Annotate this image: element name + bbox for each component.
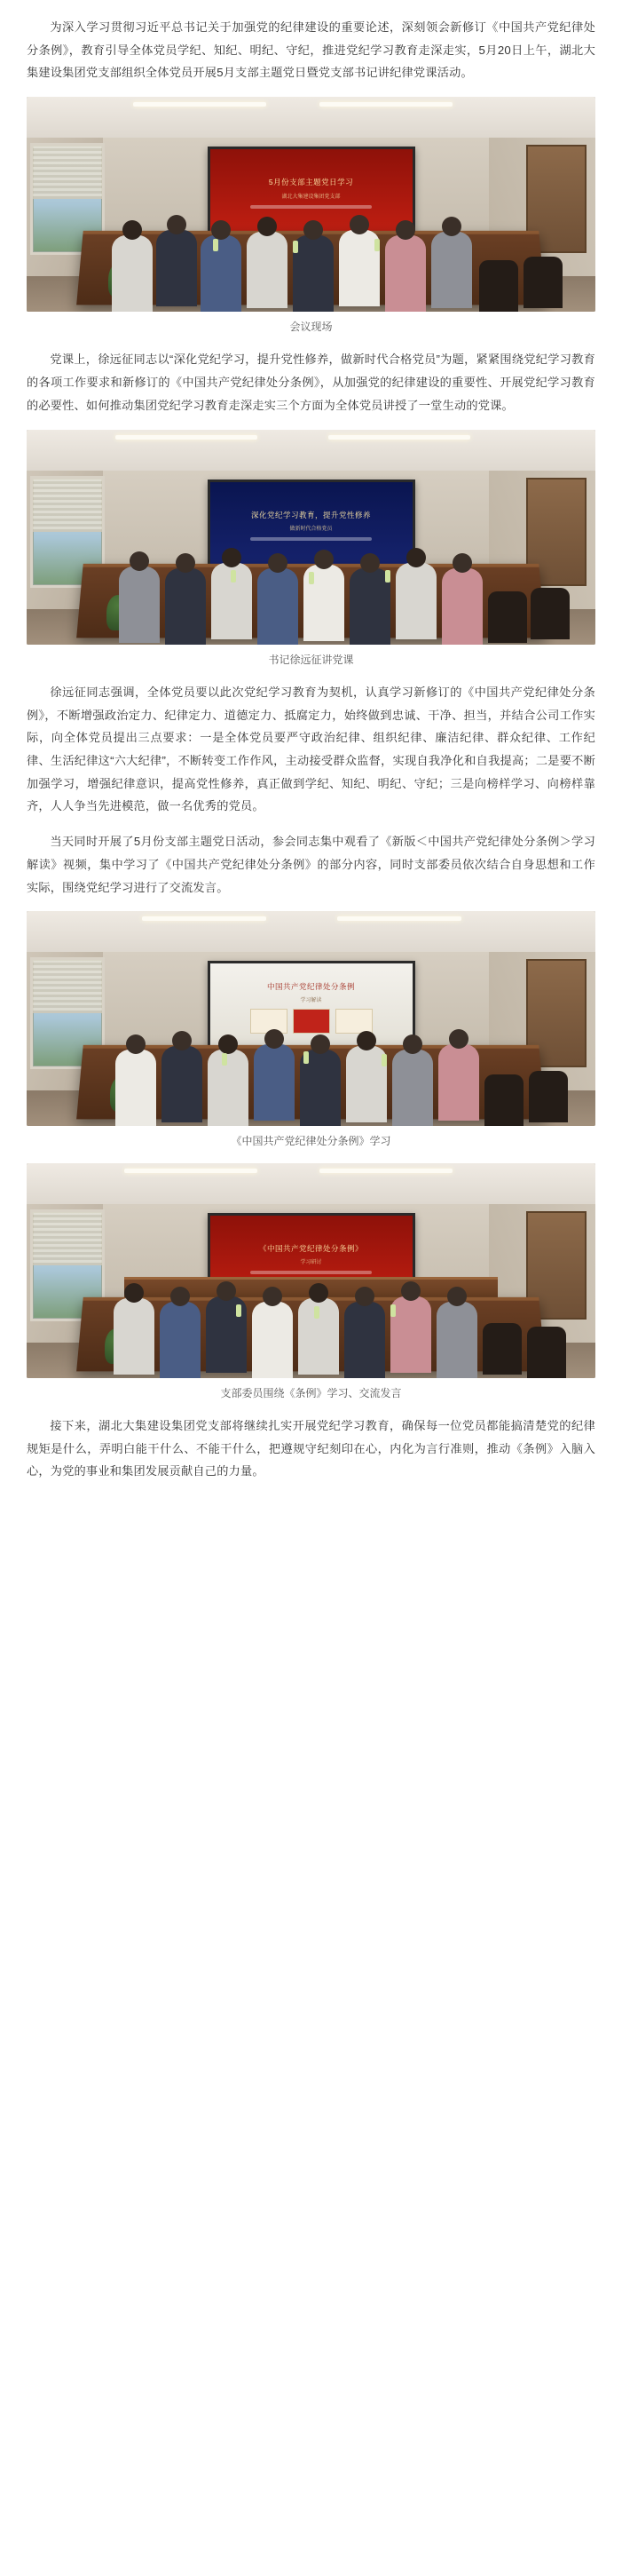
- screen-title: 5月份支部主题党日学习: [268, 178, 354, 187]
- chair: [527, 1327, 566, 1378]
- figure-caption: 支部委员围绕《条例》学习、交流发言: [220, 1386, 402, 1399]
- screen-subtitle: 做新时代合格党员: [289, 527, 333, 533]
- screen-title: 《中国共产党纪律处分条例》: [258, 1243, 363, 1253]
- paragraph-1: 为深入学习贯彻习近平总书记关于加强党的纪律建设的重要论述，深刻领会新修订《中国共产党纪律处分条例》，教育引导全体党员学纪、知纪、明纪、守纪，推进党纪学习教育走深走实，5月20日上午，湖北大集建设集团党支部组织全体党员开展5月支部主题党日暨党支部书记讲纪律党课活动。: [27, 20, 595, 80]
- attendee: [293, 235, 334, 312]
- attendee: [431, 232, 472, 308]
- attendee: [114, 1298, 154, 1375]
- screen-title: 中国共产党纪律处分条例: [266, 981, 355, 991]
- attendee: [161, 1046, 202, 1122]
- attendee: [160, 1302, 201, 1378]
- figure-caption: 书记徐远征讲党课: [268, 653, 354, 666]
- attendee: [392, 1050, 433, 1126]
- attendee: [396, 563, 437, 639]
- attendee: [208, 1050, 248, 1126]
- attendee: [257, 568, 298, 645]
- meeting-photo-1: [27, 97, 595, 312]
- attendee: [201, 235, 241, 312]
- chair: [531, 588, 570, 639]
- ceiling: [27, 911, 595, 953]
- attendee: [254, 1044, 295, 1121]
- figure-1: [27, 97, 595, 336]
- attendee: [247, 232, 287, 308]
- screen-subtitle: 学习解读: [300, 998, 322, 1004]
- figure-4: [27, 1163, 595, 1402]
- paragraph-2: 党课上，徐远征同志以“深化党纪学习，提升党性修养，做新时代合格党员”为题，紧紧围绕党纪学习教育的各项工作要求和新修订的《中国共产党纪律处分条例》，从加强党的纪律建设的重要性、开展党纪学习教育的必要性、如何推动集团党纪学习教育走深走实三个方面为全体党员讲授了一堂生动的党课。: [27, 353, 595, 412]
- attendee: [390, 1296, 431, 1373]
- attendee: [112, 235, 153, 312]
- ceiling: [27, 430, 595, 472]
- screen-title: 深化党纪学习教育，提升党性修养: [250, 510, 371, 519]
- attendee: [165, 568, 206, 645]
- paragraph-5: 接下来，湖北大集建设集团党支部将继续扎实开展党纪学习教育，确保每一位党员都能搞清楚党的纪律规矩是什么，弄明白能干什么、不能干什么，把遵规守纪刻印在心，内化为言行准则，推动《条例》入脑入心，为党的事业和集团发展贡献自己的力量。: [27, 1418, 595, 1478]
- attendee: [119, 567, 160, 643]
- paragraph-4: 当天同时开展了5月份支部主题党日活动，参会同志集中观看了《新版＜中国共产党纪律处分条例＞学习解读》视频，集中学习了《中国共产党纪律处分条例》的部分内容，同时支部委员依次结合自身思想和工作实际，围绕党纪学习进行了交流发言。: [27, 835, 595, 894]
- ceiling: [27, 97, 595, 139]
- meeting-photo-2: [27, 430, 595, 645]
- chair: [484, 1074, 524, 1126]
- chair: [529, 1071, 568, 1122]
- chair: [483, 1323, 522, 1375]
- attendee: [252, 1302, 293, 1378]
- chair: [524, 257, 563, 308]
- attendee: [437, 1302, 477, 1378]
- figure-3: [27, 911, 595, 1150]
- chair: [479, 260, 518, 312]
- chair: [488, 591, 527, 643]
- figure-caption: 《中国共产党纪律处分条例》学习: [231, 1135, 391, 1148]
- ceiling: [27, 1163, 595, 1205]
- attendee: [438, 1044, 479, 1121]
- attendee: [344, 1302, 385, 1378]
- screen-subtitle: 湖北大集建设集团党支部: [281, 194, 341, 201]
- figure-caption: 会议现场: [289, 321, 333, 334]
- attendee: [156, 230, 197, 306]
- attendee: [385, 235, 426, 312]
- meeting-photo-4: [27, 1163, 595, 1378]
- figure-2: [27, 430, 595, 669]
- screen-subtitle: 学习研讨: [300, 1260, 322, 1266]
- paragraph-3: 徐远征同志强调，全体党员要以此次党纪学习教育为契机，认真学习新修订的《中国共产党纪律处分条例》，不断增强政治定力、纪律定力、道德定力、抵腐定力，始终做到忠诚、干净、担当，并结合公司工作实际，向全体党员提出三点要求：一是全体党员要严守政治纪律、组织纪律、廉洁纪律、群众纪律、工作纪律、生活纪律这“六大纪律”，不断转变工作作风，主动接受群众监督，实现自我净化和自我提高；二是要不断加强学习，增强纪律意识，提高党性修养，真正做到学纪、知纪、明纪、守纪；三是向榜样学习、向榜样靠齐，人人争当先进模范，做一名优秀的党员。: [27, 685, 595, 813]
- meeting-photo-3: [27, 911, 595, 1126]
- attendee: [115, 1050, 156, 1126]
- attendee: [442, 568, 483, 645]
